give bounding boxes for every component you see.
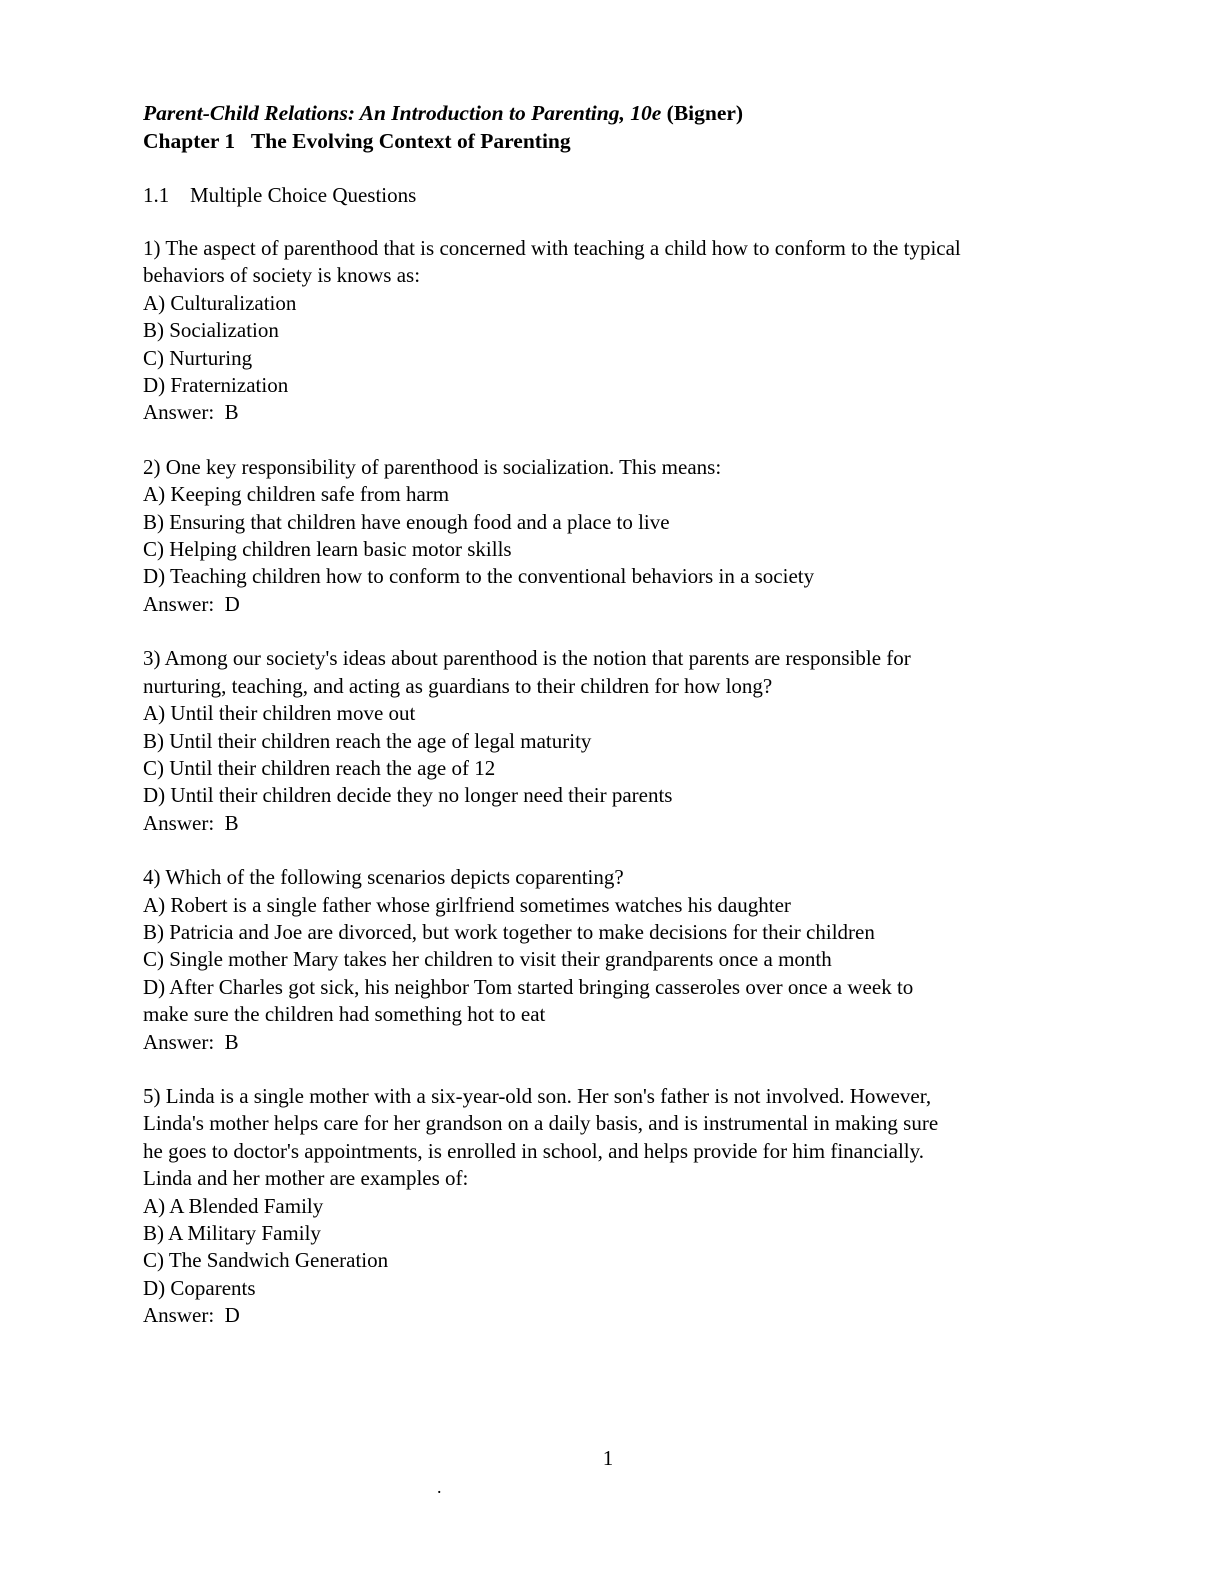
- answer-key: Answer: D: [143, 1303, 240, 1328]
- answer-option: B) Socialization: [143, 318, 279, 343]
- question-text-line: 3) Among our society's ideas about parenthood is the notion that parents are responsible for: [143, 646, 911, 671]
- answer-option: A) Keeping children safe from harm: [143, 482, 450, 507]
- question-text-line: he goes to doctor's appointments, is enrolled in school, and helps provide for him financially.: [143, 1138, 925, 1163]
- question-1: [143, 235, 1103, 427]
- answer-option: B) Patricia and Joe are divorced, but work together to make decisions for their children: [143, 919, 875, 944]
- answer-option: C) The Sandwich Generation: [143, 1248, 389, 1273]
- question-list: [143, 235, 1103, 1330]
- page-number: 1: [602, 1446, 614, 1470]
- book-author: (Bigner): [666, 101, 744, 125]
- question-3: [143, 645, 1103, 837]
- answer-option: D) Until their children decide they no longer need their parents: [143, 783, 673, 808]
- question-text-line: Linda's mother helps care for her grandson on a daily basis, and is instrumental in making sure: [143, 1111, 939, 1136]
- answer-key: Answer: D: [143, 591, 240, 616]
- question-text-line: Linda and her mother are examples of:: [143, 1166, 469, 1191]
- question-2: [143, 454, 1103, 618]
- answer-option: A) Culturalization: [143, 290, 297, 315]
- question-text-line: 1) The aspect of parenthood that is concerned with teaching a child how to conform to the typical: [143, 236, 961, 260]
- book-title-line: [143, 99, 1103, 127]
- answer-option: D) Coparents: [143, 1275, 256, 1300]
- section-title: Multiple Choice Questions: [190, 183, 417, 207]
- question-text-line: 2) One key responsibility of parenthood is socialization. This means:: [143, 454, 722, 479]
- question-text-line: behaviors of society is knows as:: [143, 263, 421, 288]
- answer-key: Answer: B: [143, 1029, 239, 1054]
- question-text-line: 5) Linda is a single mother with a six-year-old son. Her son's father is not involved. However,: [143, 1083, 932, 1108]
- answer-option: A) Robert is a single father whose girlfriend sometimes watches his daughter: [143, 892, 791, 917]
- answer-option: C) Helping children learn basic motor skills: [143, 537, 512, 562]
- answer-key: Answer: B: [143, 810, 239, 835]
- footer-dot: .: [437, 1477, 442, 1497]
- document-page: [143, 99, 1103, 1330]
- book-title: Parent-Child Relations: An Introduction to Parenting, 10e: [143, 101, 662, 125]
- answer-option: A) Until their children move out: [143, 701, 416, 726]
- answer-key: Answer: B: [143, 400, 239, 425]
- answer-option: B) Ensuring that children have enough food and a place to live: [143, 509, 670, 534]
- answer-option: D) Fraternization: [143, 373, 289, 398]
- section-number: 1.1: [143, 183, 170, 207]
- chapter-title: Chapter 1 The Evolving Context of Parenting: [143, 129, 571, 153]
- question-4: [143, 864, 1103, 1056]
- answer-option: make sure the children had something hot to eat: [143, 1002, 546, 1027]
- answer-option: A) A Blended Family: [143, 1193, 324, 1218]
- answer-option: B) Until their children reach the age of legal maturity: [143, 728, 592, 753]
- section-heading: [143, 181, 1103, 209]
- answer-option: D) After Charles got sick, his neighbor Tom started bringing casseroles over once a week to: [143, 974, 914, 999]
- answer-option: B) A Military Family: [143, 1221, 321, 1245]
- answer-option: C) Single mother Mary takes her children to visit their grandparents once a month: [143, 947, 832, 972]
- question-text-line: nurturing, teaching, and acting as guardians to their children for how long?: [143, 673, 773, 698]
- answer-option: C) Until their children reach the age of 12: [143, 755, 496, 780]
- answer-option: D) Teaching children how to conform to the conventional behaviors in a society: [143, 564, 815, 589]
- question-text-line: 4) Which of the following scenarios depicts coparenting?: [143, 865, 624, 890]
- question-5: [143, 1083, 1103, 1330]
- answer-option: C) Nurturing: [143, 345, 253, 370]
